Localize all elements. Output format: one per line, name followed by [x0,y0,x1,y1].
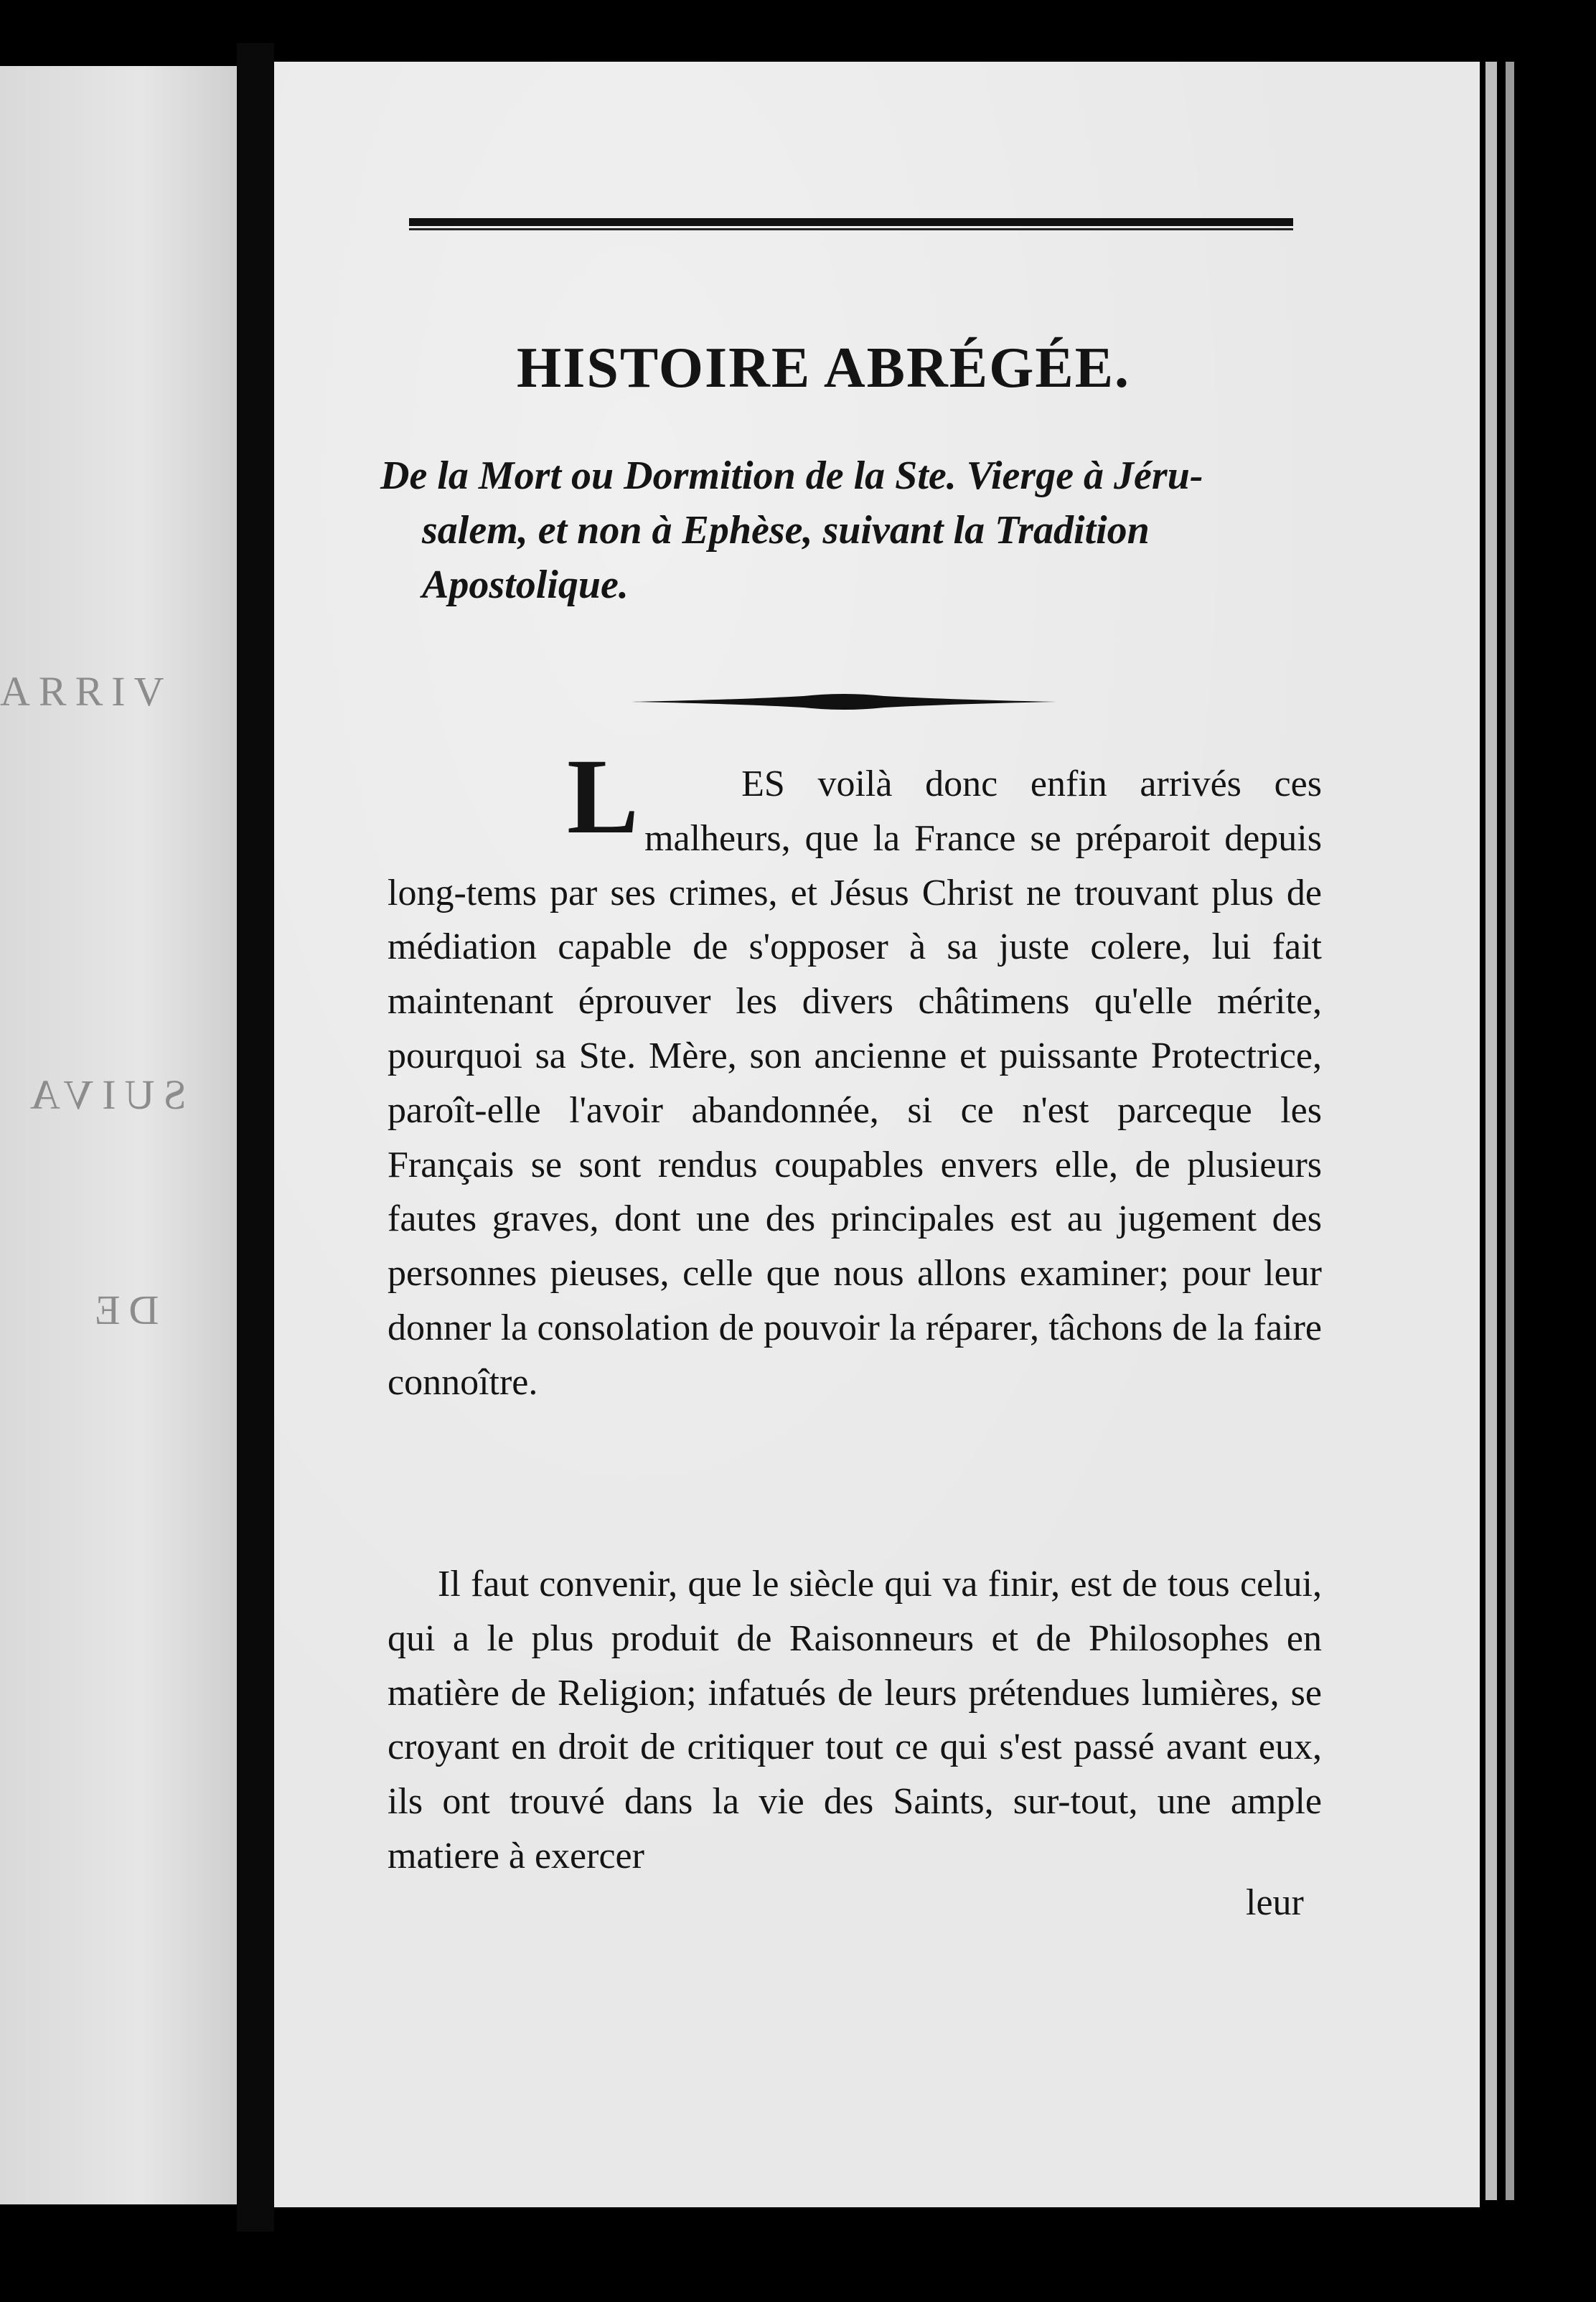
header-rule [409,217,1293,231]
paragraph-text: ES voilà donc enfin arrivés ces malheurs, que la France se préparoit depuis long-tems par ses crimes, et Jésus Christ ne trouvant plus de médiation capable de s'opposer à sa juste colere, lui fait maintenant éprouver les divers châtimens qu'elle mérite, pourquoi sa Ste. Mère, son ancienne et puissante Protectrice, paroît-elle l'avoir abandonnée, si ce n'est parceque les Français se sont rendus coupables envers elle, de plusieurs fautes graves, dont une des principales est au jugement des personnes pieuses, celle que nous allons examiner; pour leur donner la consolation de pouvoir la réparer, tâchons de la faire connoître. [388,764,1322,1403]
subtitle-line: De la Mort ou Dormition de la Ste. Vierge à Jéru- [380,454,1203,498]
facing-page-fragment: ARRIV [0,668,173,715]
page-subtitle [380,448,1335,612]
facing-page-fragment: SUIVA [22,1071,187,1118]
ornamental-divider [632,687,1056,716]
subtitle-line: salem, et non à Ephèse, suivant la Tradition [422,508,1150,553]
page-edge [1485,62,1497,2200]
facing-page [0,66,237,2204]
paragraph [388,737,1322,1410]
facing-page-fragment: DE [86,1287,159,1333]
paragraph: Il faut convenir, que le siècle qui va finir, est de tous celui, qui a le plus produit de Raisonneurs et de Philosophes en matière de Religion; infatués de leurs prétendues lumières, se croyant en droit de critiquer tout ce qui s'est passé avant eux, ils ont trouvé dans la vie des Saints, sur-tout, une ample matiere à exercer [388,1564,1322,1876]
drop-cap: L [567,737,639,856]
catchword: leur [1246,1882,1304,1923]
book-gutter [237,43,274,2232]
subtitle-line: Apostolique. [422,563,629,607]
page-title: HISTOIRE ABRÉGÉE. [517,337,1131,400]
page-edge [1506,62,1514,2200]
